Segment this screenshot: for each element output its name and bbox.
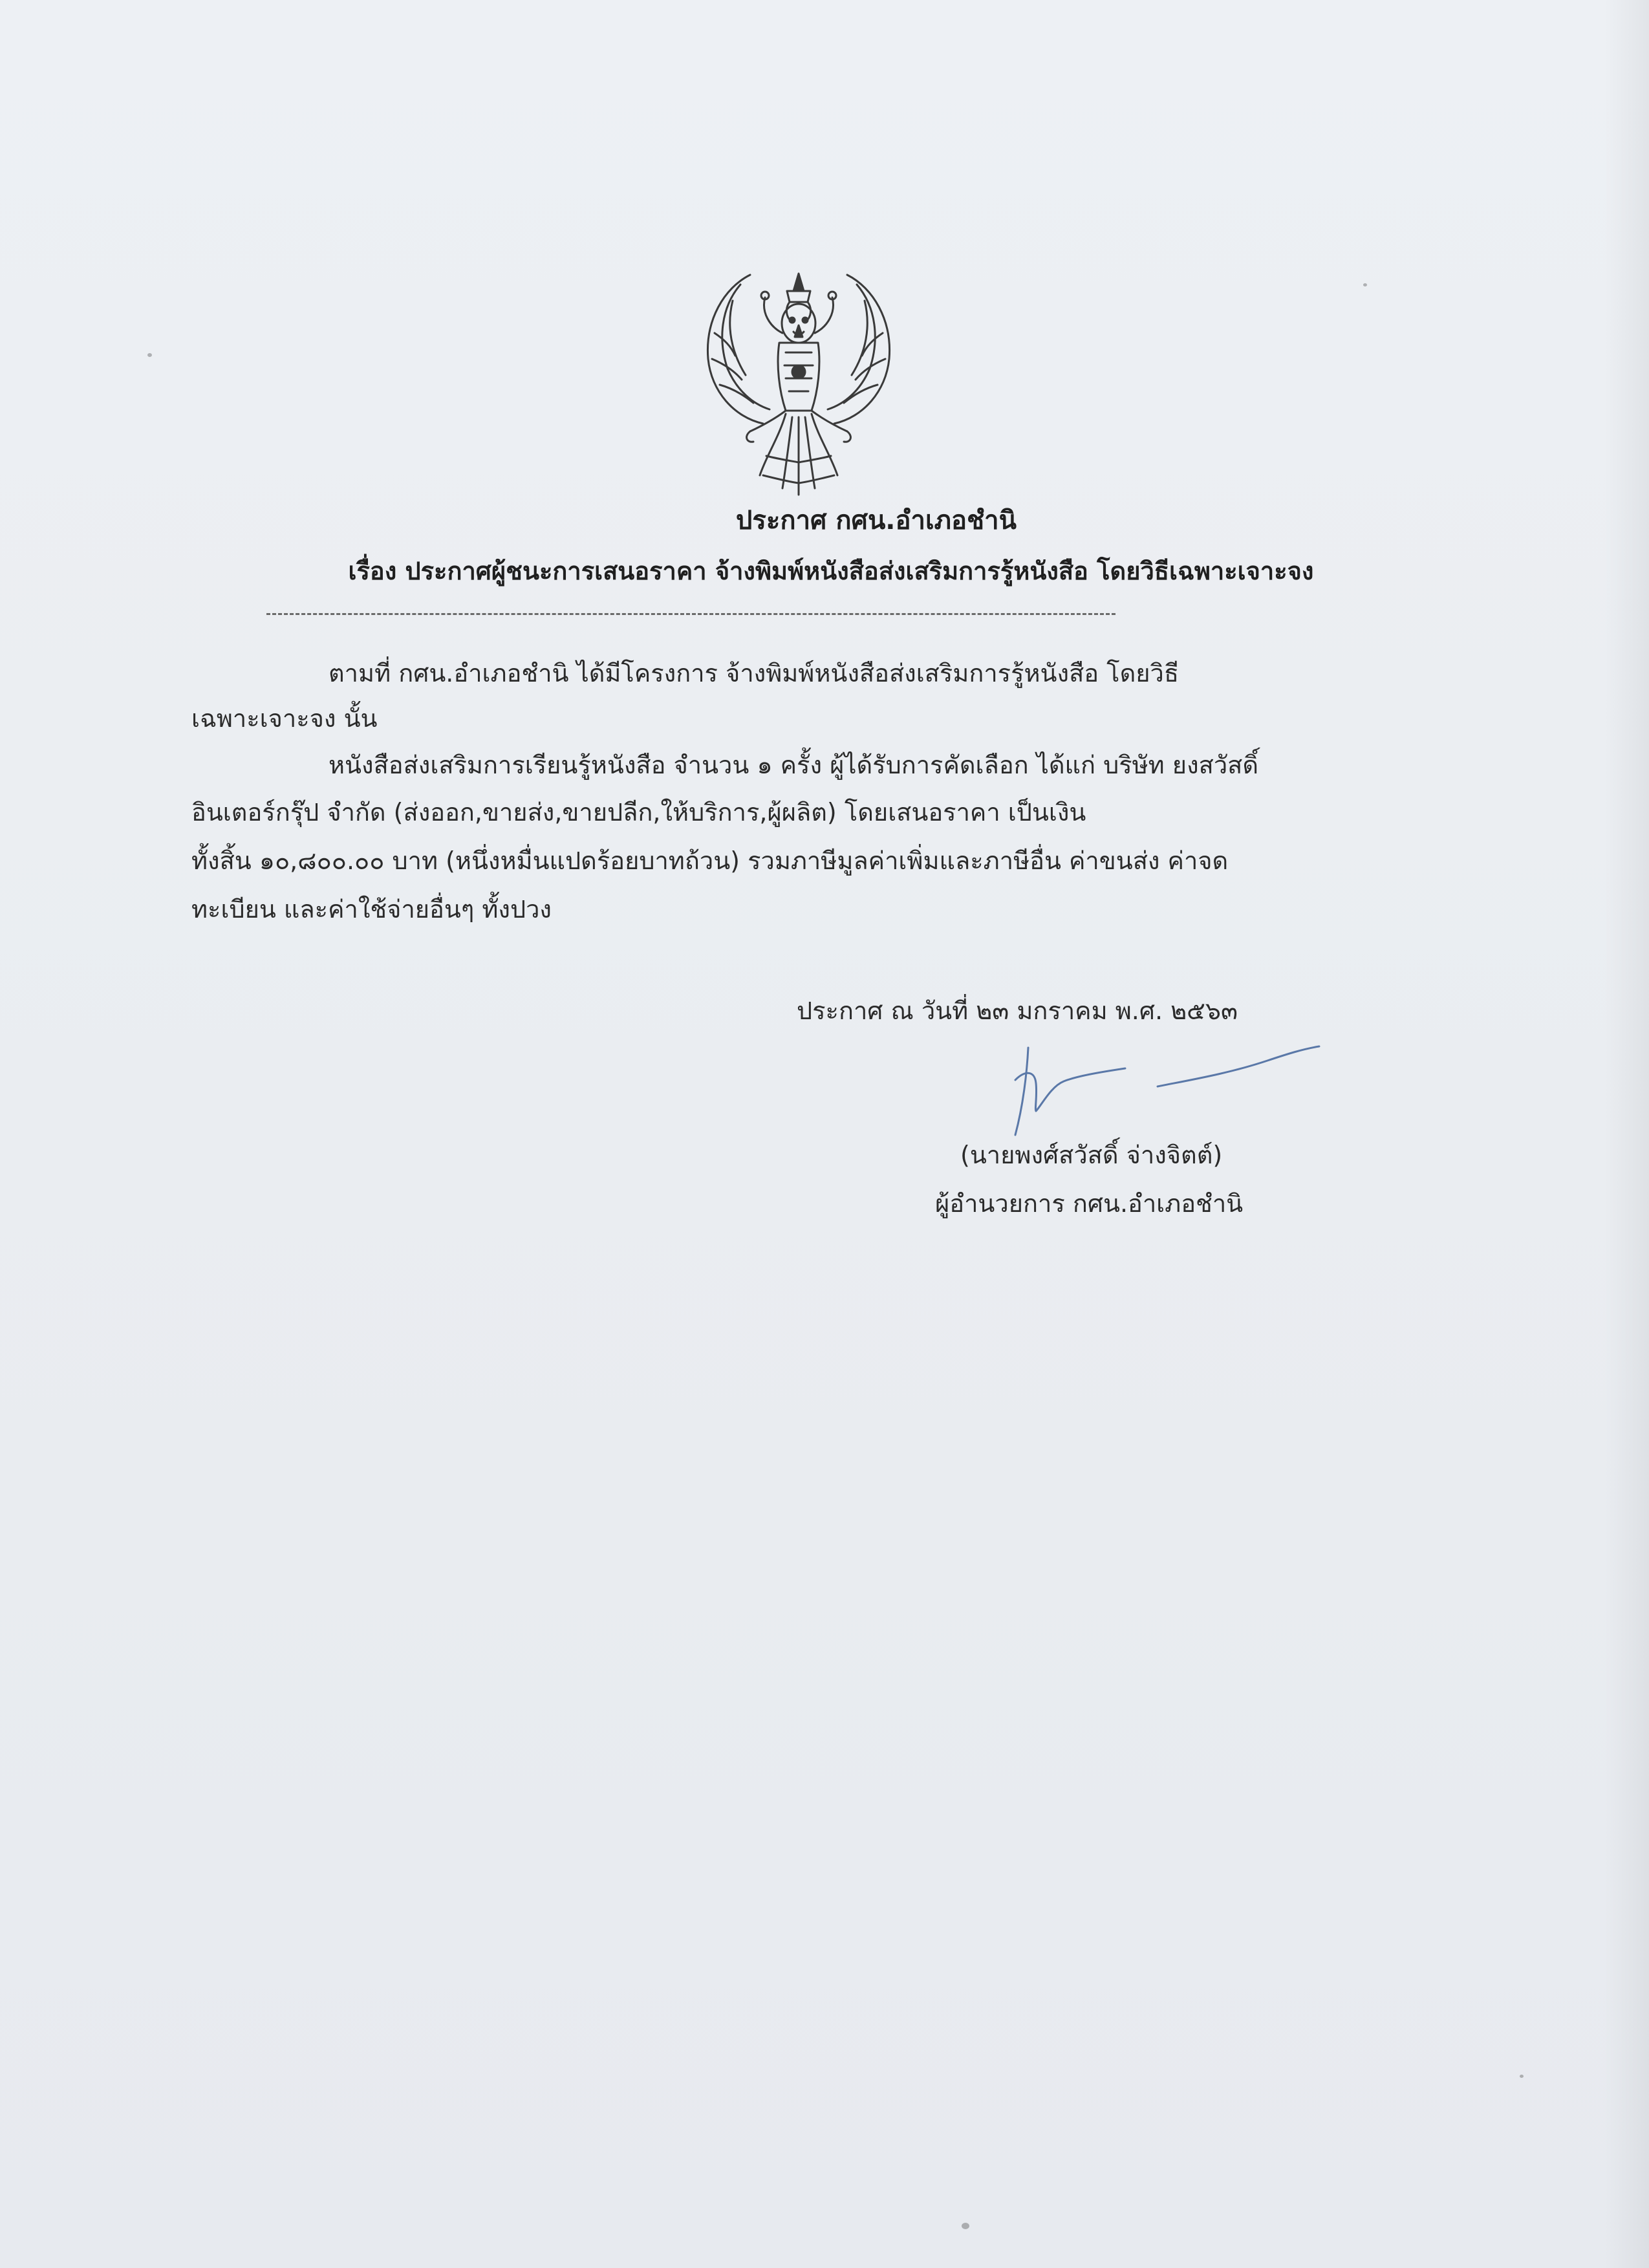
announcement-subject: เรื่อง ประกาศผู้ชนะการเสนอราคา จ้างพิมพ์หนังสือส่งเสริมการรู้หนังสือ โดยวิธีเฉพาะเจาะจง — [348, 557, 1314, 585]
body-p2-line3: ทั้งสิ้น ๑๐,๘๐๐.๐๐ บาท (หนึ่งหมื่นแปดร้อยบาทถ้วน) รวมภาษีมูลค่าเพิ่มและภาษีอื่น ค่าขนส่ง ค่าจด — [191, 847, 1229, 875]
body-p2-line1: หนังสือส่งเสริมการเรียนรู้หนังสือ จำนวน ๑ ครั้ง ผู้ได้รับการคัดเลือก ได้แก่ บริษัท ยงสวัสดิ์ — [329, 751, 1259, 779]
handwritten-signature-icon — [996, 1035, 1332, 1145]
page-edge-shadow — [1604, 0, 1649, 2268]
dashed-divider — [266, 613, 1116, 615]
body-p1-line1: ตามที่ กศน.อำเภอชำนิ ได้มีโครงการ จ้างพิมพ์หนังสือส่งเสริมการรู้หนังสือ โดยวิธี — [329, 659, 1180, 687]
body-p2-line4: ทะเบียน และค่าใช้จ่ายอื่นๆ ทั้งปวง — [191, 895, 552, 923]
scan-speck — [962, 2223, 969, 2229]
body-p2-line2: อินเตอร์กรุ๊ป จำกัด (ส่งออก,ขายส่ง,ขายปลีก,ให้บริการ,ผู้ผลิต) โดยเสนอราคา เป็นเงิน — [191, 798, 1086, 826]
scan-speck — [1520, 2075, 1524, 2078]
scan-speck — [1363, 283, 1367, 286]
signer-name: (นายพงศ์สวัสดิ์ จ่างจิตต์) — [960, 1141, 1223, 1169]
announcement-title: ประกาศ กศน.อำเภอชำนิ — [735, 506, 1017, 535]
signer-position: ผู้อำนวยการ กศน.อำเภอชำนิ — [935, 1189, 1244, 1218]
body-p1-line2: เฉพาะเจาะจง นั้น — [191, 704, 378, 733]
scan-speck — [147, 353, 152, 357]
announcement-date: ประกาศ ณ วันที่ ๒๓ มกราคม พ.ศ. ๒๕๖๓ — [797, 997, 1238, 1025]
garuda-emblem-icon — [689, 262, 909, 501]
